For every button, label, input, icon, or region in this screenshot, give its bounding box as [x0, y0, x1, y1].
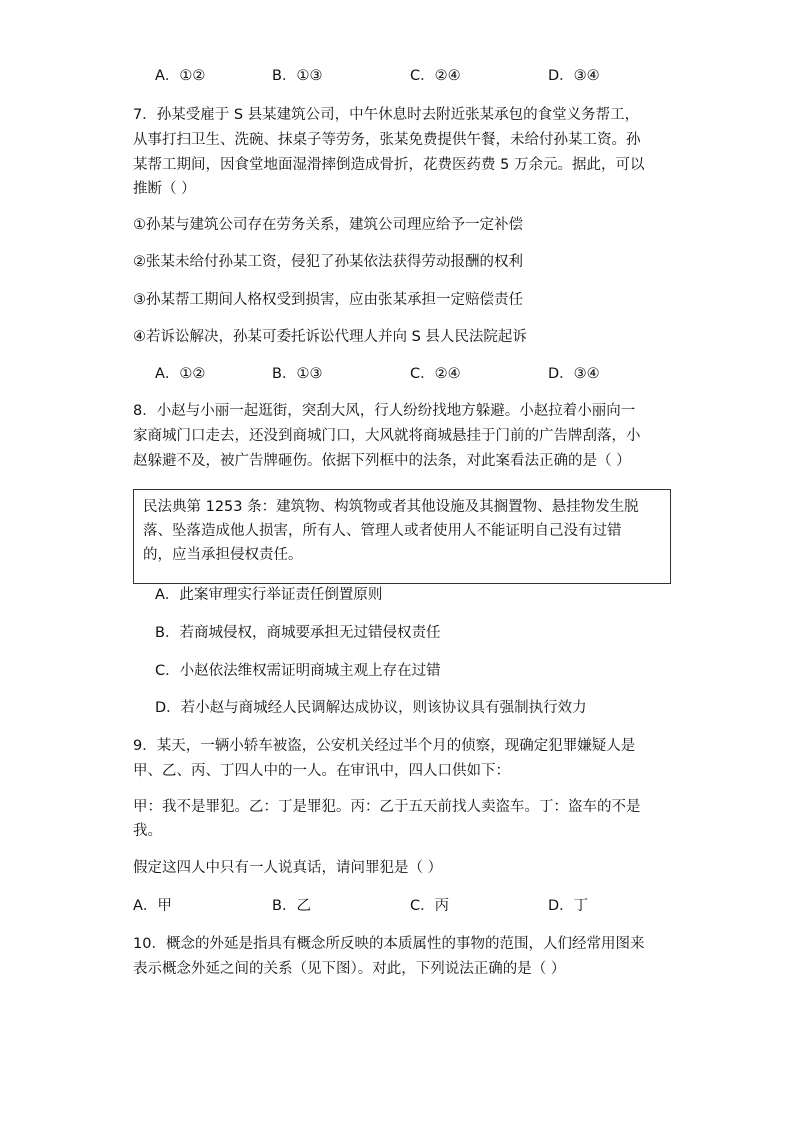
- q7-statement-2: ②张某未给付孙某工资，侵犯了孙某依法获得劳动报酬的权利: [133, 254, 523, 270]
- q10-stem-line-1: 10．概念的外延是指具有概念所反映的本质属性的事物的范围，人们经常用图来: [133, 936, 645, 952]
- law-article-line-3: 的，应当承担侵权责任。: [143, 547, 303, 563]
- q7-statement-4: ④若诉讼解决，孙某可委托诉讼代理人并向 S 县人民法院起诉: [133, 329, 527, 345]
- q8-stem-line-2: 家商城门口走去，还没到商城门口，大风就将商城悬挂于门前的广告牌刮落，小: [133, 428, 641, 444]
- q9-option-b[interactable]: B．乙: [272, 898, 311, 914]
- q6-option-b[interactable]: B．①③: [272, 68, 323, 84]
- q6-option-c[interactable]: C．②④: [410, 68, 461, 84]
- q9-option-d[interactable]: D．丁: [548, 898, 589, 914]
- q7-option-a[interactable]: A．①②: [155, 366, 206, 382]
- q9-testimony-line-1: 甲：我不是罪犯。乙：丁是罪犯。丙：乙于五天前找人卖盗车。丁：盗车的不是: [133, 799, 641, 815]
- q8-stem-line-1: 8．小赵与小丽一起逛街，突刮大风，行人纷纷找地方躲避。小赵拉着小丽向一: [133, 403, 636, 419]
- q7-option-d[interactable]: D．③④: [548, 366, 600, 382]
- q8-stem-line-3: 赵躲避不及，被广告牌砸伤。依据下列框中的法条，对此案看法正确的是（ ）: [133, 453, 631, 469]
- q7-statement-3: ③孙某帮工期间人格权受到损害，应由张某承担一定赔偿责任: [133, 292, 523, 308]
- q7-options: [155, 364, 675, 384]
- law-article-line-1: 民法典第 1253 条：建筑物、构筑物或者其他设施及其搁置物、悬挂物发生脱: [143, 499, 639, 515]
- q8-option-a[interactable]: A．此案审理实行举证责任倒置原则: [155, 587, 383, 603]
- q6-options: [155, 66, 675, 86]
- law-article-line-2: 落、坠落造成他人损害，所有人、管理人或者使用人不能证明自己没有过错: [143, 523, 622, 539]
- q7-stem-line-1: 7．孙某受雇于 S 县某建筑公司，中午休息时去附近张某承包的食堂义务帮工，: [133, 107, 640, 123]
- q9-stem-line-2: 甲、乙、丙、丁四人中的一人。在审讯中，四人口供如下：: [133, 763, 510, 779]
- law-article-box: [133, 489, 671, 584]
- q9-testimony-line-2: 我。: [133, 823, 162, 839]
- q7-stem-line-4: 推断（ ）: [133, 181, 196, 197]
- q10-stem-line-2: 表示概念外延之间的关系（见下图）。对此，下列说法正确的是（ ）: [133, 961, 566, 977]
- q9-stem-line-1: 9．某天，一辆小轿车被盗，公安机关经过半个月的侦察，现确定犯罪嫌疑人是: [133, 738, 636, 754]
- q7-option-c[interactable]: C．②④: [410, 366, 461, 382]
- q7-statement-1: ①孙某与建筑公司存在劳务关系，建筑公司理应给予一定补偿: [133, 217, 523, 233]
- q6-option-d[interactable]: D．③④: [548, 68, 600, 84]
- q9-options: [133, 896, 653, 916]
- q7-option-b[interactable]: B．①③: [272, 366, 323, 382]
- q9-option-c[interactable]: C．丙: [410, 898, 450, 914]
- q9-question: 假定这四人中只有一人说真话，请问罪犯是（ ）: [133, 860, 443, 876]
- q7-stem-line-2: 从事打扫卫生、洗碗、抹桌子等劳务，张某免费提供午餐，未给付孙某工资。孙: [133, 132, 641, 148]
- q6-option-a[interactable]: A．①②: [155, 68, 206, 84]
- q8-option-d[interactable]: D．若小赵与商城经人民调解达成协议，则该协议具有强制执行效力: [155, 700, 587, 716]
- q9-option-a[interactable]: A．甲: [133, 898, 172, 914]
- q7-stem-line-3: 某帮工期间，因食堂地面湿滑摔倒造成骨折，花费医药费 5 万余元。据此，可以: [133, 157, 645, 173]
- q8-option-b[interactable]: B．若商城侵权，商城要承担无过错侵权责任: [155, 625, 441, 641]
- q8-option-c[interactable]: C．小赵依法维权需证明商城主观上存在过错: [155, 663, 441, 679]
